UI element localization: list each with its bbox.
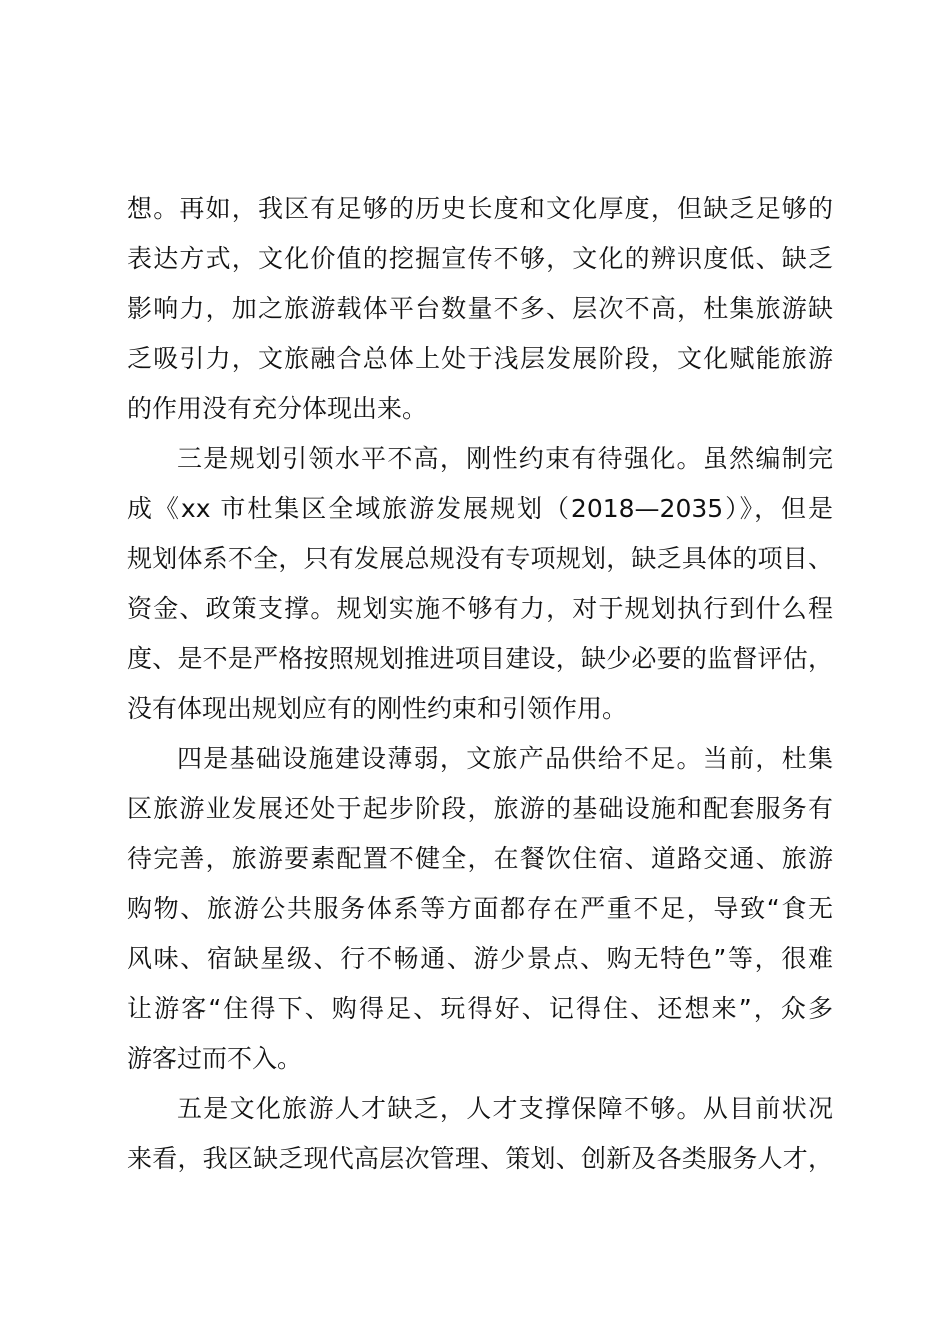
text-line: 四是基础设施建设薄弱，文旅产品供给不足。当前，杜集 <box>177 744 833 773</box>
text-line: 资金、政策支撑。规划实施不够有力，对于规划执行到什么程 <box>127 594 833 623</box>
text-line: 影响力，加之旅游载体平台数量不多、层次不高，杜集旅游缺 <box>127 294 833 323</box>
text-line: 游客过而不入。 <box>127 1044 303 1073</box>
text-line: 度、是不是严格按照规划推进项目建设，缺少必要的监督评估， <box>127 644 833 673</box>
text-line: 乏吸引力，文旅融合总体上处于浅层发展阶段，文化赋能旅游 <box>127 344 833 373</box>
text-line: 想。再如，我区有足够的历史长度和文化厚度，但缺乏足够的 <box>127 194 833 223</box>
text-line: 风味、宿缺星级、行不畅通、游少景点、购无特色”等，很难 <box>127 944 833 973</box>
text-line: 来看，我区缺乏现代高层次管理、策划、创新及各类服务人才， <box>127 1144 833 1173</box>
text-line: 成《xx 市杜集区全域旅游发展规划（2018—2035）》，但是 <box>127 494 833 523</box>
text-line: 的作用没有充分体现出来。 <box>127 394 428 423</box>
text-line: 规划体系不全，只有发展总规没有专项规划，缺乏具体的项目、 <box>127 544 833 573</box>
text-line: 待完善，旅游要素配置不健全，在餐饮住宿、道路交通、旅游 <box>127 844 833 873</box>
text-line: 表达方式，文化价值的挖掘宣传不够，文化的辨识度低、缺乏 <box>127 244 833 273</box>
text-line: 三是规划引领水平不高，刚性约束有待强化。虽然编制完 <box>177 444 833 473</box>
text-line: 购物、旅游公共服务体系等方面都存在严重不足，导致“食无 <box>127 894 833 923</box>
text-line: 没有体现出规划应有的刚性约束和引领作用。 <box>127 694 628 723</box>
body-text <box>127 184 833 1184</box>
text-line: 让游客“住得下、购得足、玩得好、记得住、还想来”，众多 <box>127 994 833 1023</box>
text-line: 区旅游业发展还处于起步阶段，旅游的基础设施和配套服务有 <box>127 794 833 823</box>
text-line: 五是文化旅游人才缺乏，人才支撑保障不够。从目前状况 <box>177 1094 833 1123</box>
